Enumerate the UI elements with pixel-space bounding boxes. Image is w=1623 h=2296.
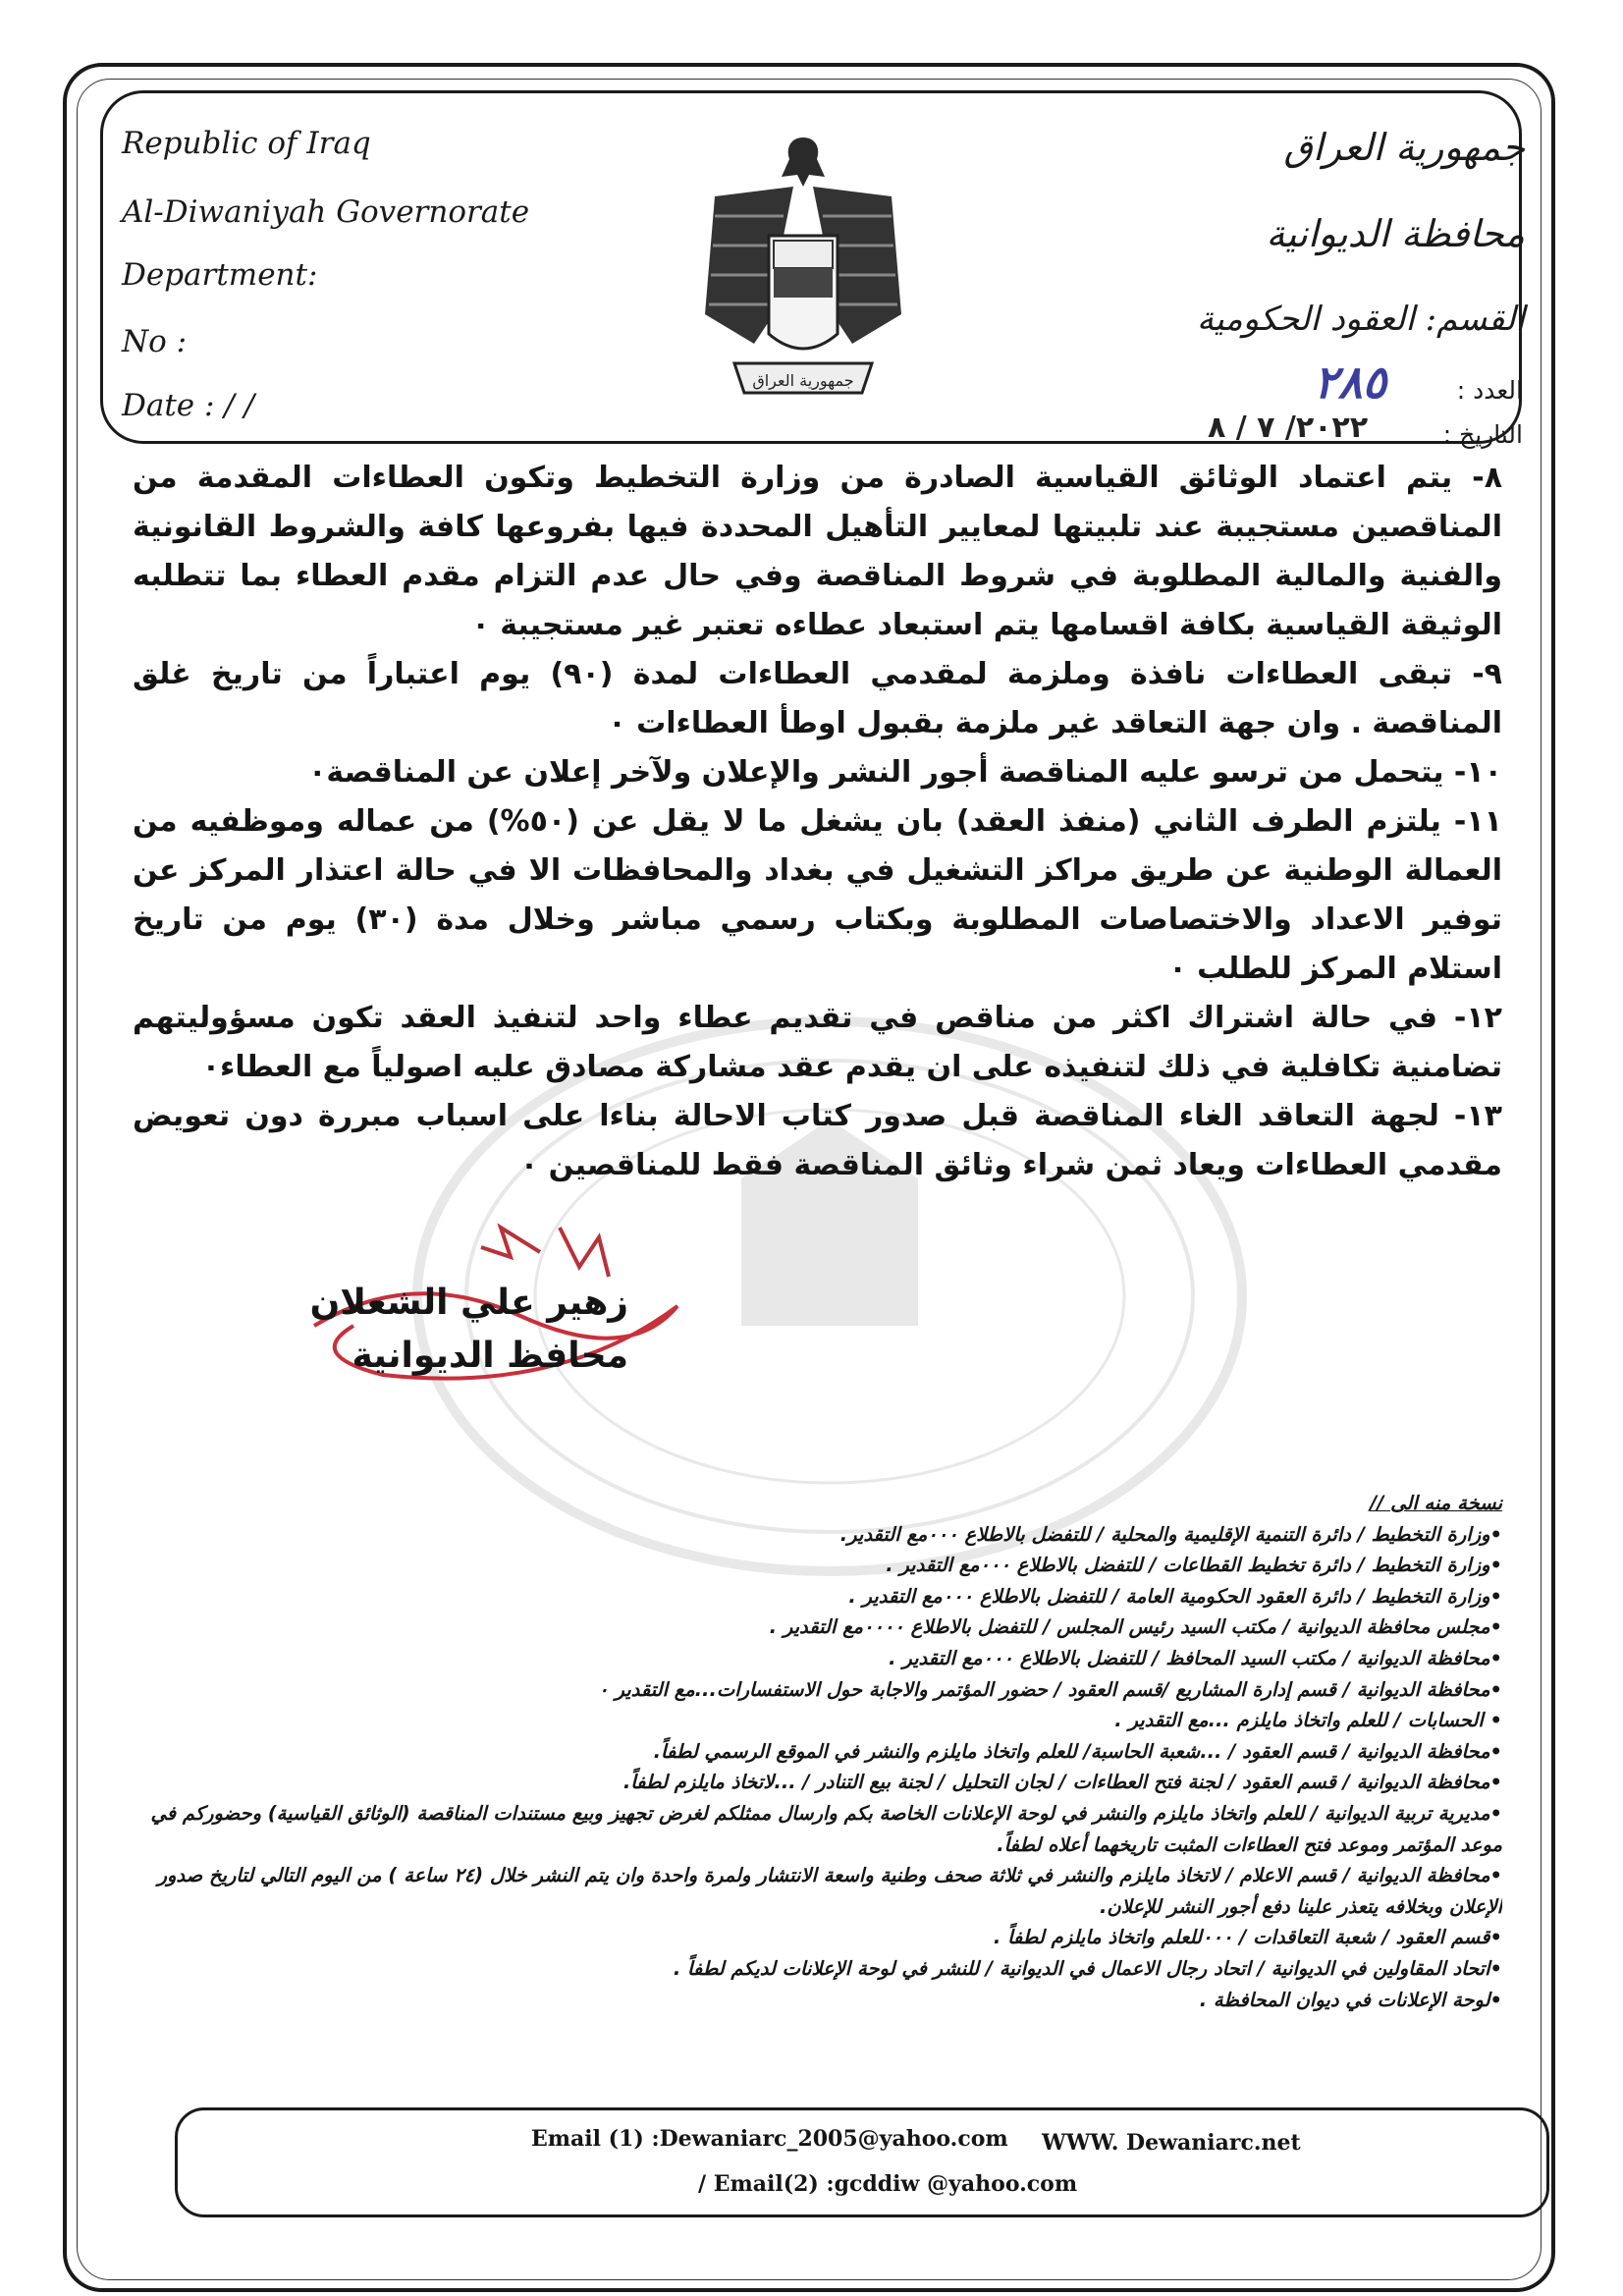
clause-13: ١٣- لجهة التعاقد الغاء المناقصة قبل صدور كتاب الاحالة بناءا على اسباب مبررة دون تعويض مقدمي العطاءات ويعاد ثمن شراء وثائق المناقصة فقط للمناقصين ٠	[133, 1099, 1502, 1182]
copy-recipient: •محافظة الديوانية / قسم العقود / لجنة فتح العطاءات / لجان التحليل / لجنة بيع التنادر / ...لاتخاذ مايلزم لطفاً.	[622, 1771, 1502, 1794]
header-date: Date : / /	[122, 388, 255, 423]
emblem-scroll-text: جمهورية العراق	[752, 371, 854, 390]
header-department: Department:	[122, 257, 318, 293]
header-country: Republic of Iraq	[122, 126, 371, 161]
copy-recipient: •لوحة الإعلانات في ديوان المحافظة .	[1199, 1988, 1502, 2011]
copy-recipient: •وزارة التخطيط / دائرة العقود الحكومية العامة / للتفضل بالاطلاع ٠٠٠مع التقدير .	[848, 1584, 1502, 1608]
copies-title: نسخة منه الى //	[1370, 1492, 1502, 1514]
clause-8: ٨- يتم اعتماد الوثائق القياسية الصادرة من وزارة التخطيط وتكون العطاءات المقدمة من المناقصين مستجيبة عند تلبيتها لمعايير التأهيل المحددة فيها بفروعها كافة والشروط القانونية والفنية والمالية المطلوبة في شروط المناقصة وفي حال عدم التزام مقدم العطاء بما تتطلبه الوثيقة القياسية بكافة اقسامها يتم استبعاد عطاءه تعتبر غير مستجيبة ٠	[133, 461, 1502, 642]
copy-recipient: •مجلس محافظة الديوانية / مكتب السيد رئيس المجلس / للتفضل بالاطلاع ٠٠٠٠مع التقدير .	[769, 1615, 1502, 1639]
footer-email-2[interactable]: / Email(2) :gcddiw @yahoo.com	[698, 2171, 1078, 2197]
clause-12: ١٢- في حالة اشتراك اكثر من مناقص في تقديم عطاء واحد لتنفيذ العقد تكون مسؤوليتهم تضامنية تكافلية في ذلك لتنفيذه على ان يقدم عقد مشاركة مصادق عليه اصولياً مع العطاء٠	[133, 1001, 1502, 1084]
clause-9: ٩- تبقى العطاءات نافذة وملزمة لمقدمي العطاءات لمدة (٩٠) يوم اعتباراً من تاريخ غلق المناقصة . وان جهة التعاقد غير ملزمة بقبول اوطأ العطاءات ٠	[133, 657, 1502, 740]
copy-recipient: •وزارة التخطيط / دائرة تخطيط القطاعات / للتفضل بالاطلاع ٠٠٠مع التقدير .	[886, 1554, 1502, 1577]
copy-recipient: • الحسابات / للعلم واتخاذ مايلزم ...مع التقدير .	[1114, 1709, 1502, 1732]
date-label: التاريخ :	[1442, 420, 1523, 449]
header-number: No :	[122, 324, 188, 359]
clause-10: ١٠- يتحمل من ترسو عليه المناقصة أجور النشر والإعلان ولآخر إعلان عن المناقصة٠	[308, 755, 1502, 790]
copy-recipient: •وزارة التخطيط / دائرة التنمية الإقليمية والمحلية / للتفضل بالاطلاع ٠٠٠مع التقدير.	[839, 1522, 1502, 1546]
copy-recipient: •محافظة الديوانية / قسم إدارة المشاريع /قسم العقود / حضور المؤتمر والاجابة حول الاستفسارات...مع التقدير ٠	[598, 1677, 1502, 1701]
governor-name: زهير علي الشعلان	[309, 1283, 628, 1323]
tender-conditions	[133, 454, 1502, 1190]
clause-11: ١١- يلتزم الطرف الثاني (منفذ العقد) بان يشغل ما لا يقل عن (٥٠%) من عماله وموظفيه من العمالة الوطنية عن طريق مراكز التشغيل في بغداد والمحافظات الا في حالة اعتذار المركز عن توفير الاعداد والاختصاصات المطلوبة وبكتاب رسمي مباشر وخلال مدة (٣٠) يوم من تاريخ استلام المركز للطلب ٠	[133, 804, 1502, 986]
footer-email-1[interactable]: Email (1) :Dewaniarc_2005@yahoo.com	[531, 2126, 1008, 2152]
signature-block	[275, 1277, 628, 1383]
copy-recipient: •محافظة الديوانية / قسم العقود / ...شعبة الحاسبة/ للعلم واتخاذ مايلزم والنشر في الموقع الرسمي لطفاً.	[653, 1739, 1502, 1763]
number-value: ٢٨٥	[1314, 355, 1387, 409]
iraq-eagle-emblem-icon	[695, 118, 911, 422]
footer-contact-box	[175, 2107, 1549, 2217]
footer-website[interactable]: WWW. Dewaniarc.net	[1042, 2130, 1301, 2156]
header-arabic-department: القسم: العقود الحكومية	[1197, 300, 1525, 339]
copy-recipient: •محافظة الديوانية / مكتب السيد المحافظ / للتفضل بالاطلاع ٠٠٠مع التقدير .	[889, 1646, 1502, 1669]
distribution-list	[118, 1488, 1502, 2015]
header-arabic-governorate: محافظة الديوانية	[1266, 212, 1525, 255]
header-arabic-title: جمهورية العراق	[1283, 126, 1525, 169]
copy-recipient: •قسم العقود / شعبة التعاقدات / ٠٠٠للعلم واتخاذ مايلزم لطفاً .	[993, 1926, 1502, 1949]
copy-recipient: •محافظة الديوانية / قسم الاعلام / لاتخاذ مايلزم والنشر في ثلاثة صحف وطنية واسعة الانتشار ولمرة واحدة وان يتم النشر خلال (٢٤ ساعة ) من اليوم التالي لتاريخ صدور الإعلان وبخلافه يتعذر علينا دفع أجور النشر للإعلان.	[157, 1864, 1502, 1918]
copy-recipient: •مديرية تربية الديوانية / للعلم واتخاذ مايلزم والنشر في لوحة الإعلانات الخاصة بكم وارسال ممثلكم لغرض تجهيز وبيع مستندات المناقصة (الوثائق القياسية) وحضوركم في موعد المؤتمر وموعد فتح العطاءات المثبت تاريخهما أعلاه لطفاً.	[150, 1801, 1502, 1856]
copy-recipient: •اتحاد المقاولين في الديوانية / اتحاد رجال الاعمال في الديوانية / للنشر في لوحة الإعلانات لديكم لطفاً .	[673, 1956, 1502, 1980]
date-value: ٢٠٢٢/ ٧ / ٨	[1208, 410, 1369, 445]
number-label: العدد :	[1456, 376, 1523, 405]
governor-title: محافظ الديوانية	[352, 1336, 628, 1376]
header-governorate: Al-Diwaniyah Governorate	[122, 194, 530, 230]
